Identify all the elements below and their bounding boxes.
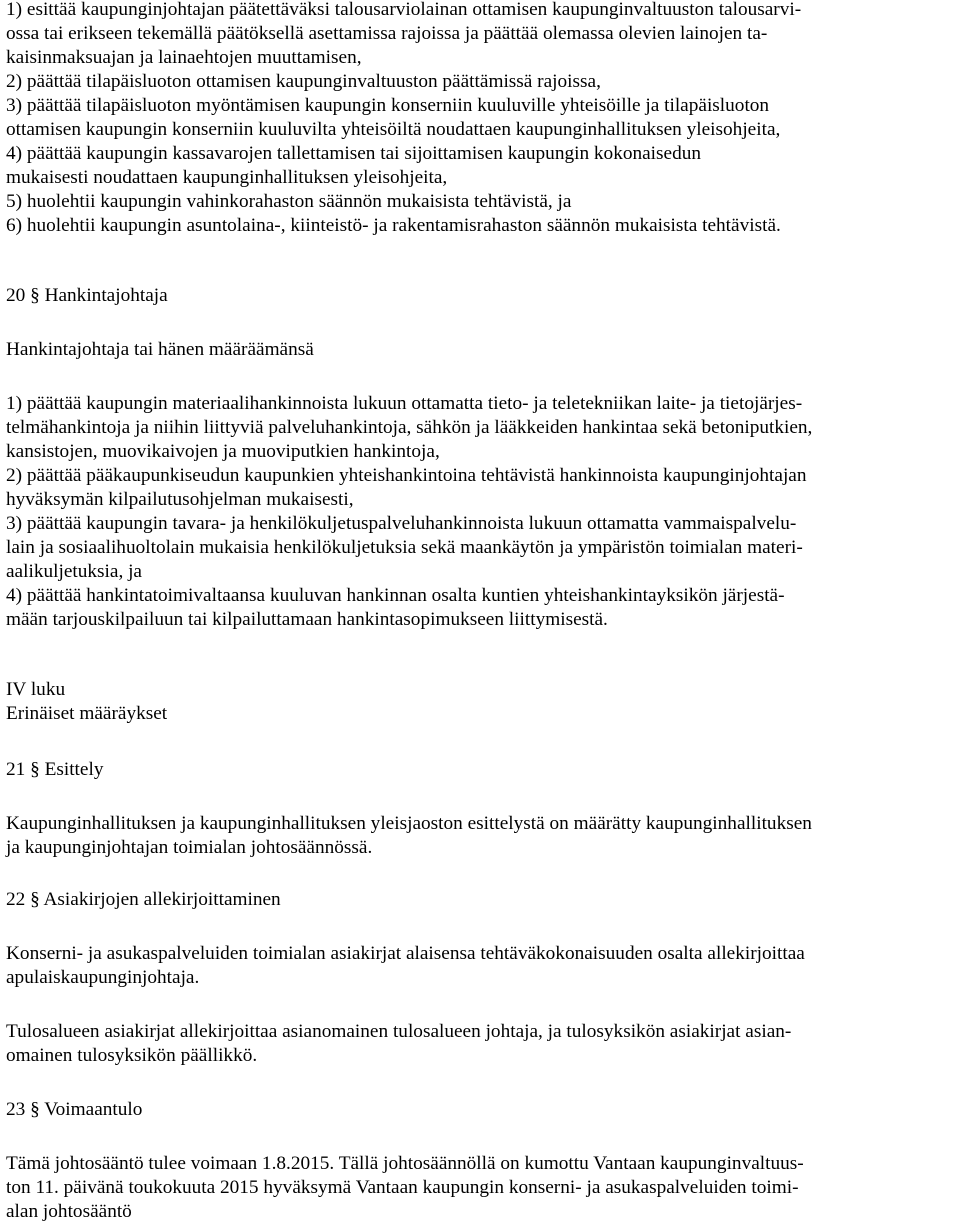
- list-item-line: mukaisesti noudattaen kaupunginhallituksen yleisohjeita,: [6, 167, 448, 188]
- list-item-line: 3) päättää kaupungin tavara- ja henkilökuljetuspalveluhankinnoista lukuun ottamatta vammaispalvelu-: [6, 513, 797, 534]
- list-item-line: kaisinmaksuajan ja lainaehtojen muuttamisen,: [6, 47, 362, 68]
- list-item-line: aalikuljetuksia, ja: [6, 561, 142, 582]
- list-item-line: 1) päättää kaupungin materiaalihankinnoista lukuun ottamatta tieto- ja teletekniikan laite- ja tietojärjes-: [6, 393, 803, 414]
- chapter-number: IV luku: [6, 679, 66, 700]
- list-item-line: 2) päättää tilapäisluoton ottamisen kaupunginvaltuuston päättämissä rajoissa,: [6, 71, 601, 92]
- list-item-line: mään tarjouskilpailuun tai kilpailuttamaan hankintasopimukseen liittymisestä.: [6, 609, 608, 630]
- list-item-line: ottamisen kaupungin konserniin kuuluvilta yhteisöiltä noudattaen kaupunginhallituksen yleisohjeita,: [6, 119, 781, 140]
- paragraph-line: ton 11. päivänä toukokuuta 2015 hyväksymä Vantaan kaupungin konserni- ja asukaspalveluiden toimi-: [6, 1177, 799, 1198]
- list-item-line: 4) päättää hankintatoimivaltaansa kuuluvan hankinnan osalta kuntien yhteishankintayksikön järjestä-: [6, 585, 785, 606]
- list-item-line: 3) päättää tilapäisluoton myöntämisen kaupungin konserniin kuuluville yhteisöille ja tilapäisluoton: [6, 95, 770, 116]
- paragraph-line: omainen tulosyksikön päällikkö.: [6, 1045, 258, 1066]
- section-heading: 20 § Hankintajohtaja: [6, 285, 168, 306]
- list-item-line: kansistojen, muovikaivojen ja muoviputkien hankintoja,: [6, 441, 440, 462]
- section-intro: Hankintajohtaja tai hänen määräämänsä: [6, 339, 314, 360]
- list-item-line: ossa tai erikseen tekemällä päätöksellä asettamissa rajoissa ja päättää olemassa olevien lainojen ta-: [6, 23, 768, 44]
- list-item-line: 2) päättää pääkaupunkiseudun kaupunkien yhteishankintoina tehtävistä hankinnoista kaupunginjohtajan: [6, 465, 807, 486]
- list-item-line: hyväksymän kilpailutusohjelman mukaisesti,: [6, 489, 354, 510]
- list-item-line: lain ja sosiaalihuoltolain mukaisia henkilökuljetuksia sekä maankäytön ja ympäristön toimialan materi-: [6, 537, 803, 558]
- section-heading: 22 § Asiakirjojen allekirjoittaminen: [6, 889, 281, 910]
- list-item-line: telmähankintoja ja niihin liittyviä palveluhankintoja, sähkön ja lääkkeiden hankintaa sekä betoniputkien,: [6, 417, 813, 438]
- section-heading: 21 § Esittely: [6, 759, 104, 780]
- paragraph-line: Tulosalueen asiakirjat allekirjoittaa asianomainen tulosalueen johtaja, ja tulosyksikön asiakirjat asian-: [6, 1021, 792, 1042]
- list-item-line: 4) päättää kaupungin kassavarojen tallettamisen tai sijoittamisen kaupungin kokonaisedun: [6, 143, 702, 164]
- section-heading: 23 § Voimaantulo: [6, 1099, 143, 1120]
- chapter-title: Erinäiset määräykset: [6, 703, 168, 724]
- paragraph-line: Tämä johtosääntö tulee voimaan 1.8.2015. Tällä johtosäännöllä on kumottu Vantaan kaupunginvaltuus-: [6, 1153, 804, 1174]
- paragraph-line: apulaiskaupunginjohtaja.: [6, 967, 200, 988]
- paragraph-line: Kaupunginhallituksen ja kaupunginhallituksen yleisjaoston esittelystä on määrätty kaupunginhallituksen: [6, 813, 812, 834]
- list-item-line: 5) huolehtii kaupungin vahinkorahaston säännön mukaisista tehtävistä, ja: [6, 191, 572, 212]
- paragraph-line: Konserni- ja asukaspalveluiden toimialan asiakirjat alaisensa tehtäväkokonaisuuden osalta allekirjoittaa: [6, 943, 805, 964]
- paragraph-line: alan johtosääntö: [6, 1201, 132, 1222]
- paragraph-line: ja kaupunginjohtajan toimialan johtosäännössä.: [6, 837, 373, 858]
- list-item-line: 6) huolehtii kaupungin asuntolaina-, kiinteistö- ja rakentamisrahaston säännön mukaisista tehtävistä.: [6, 215, 781, 236]
- list-item-line: 1) esittää kaupunginjohtajan päätettäväksi talousarviolainan ottamisen kaupunginvaltuuston talousarvi-: [6, 0, 802, 20]
